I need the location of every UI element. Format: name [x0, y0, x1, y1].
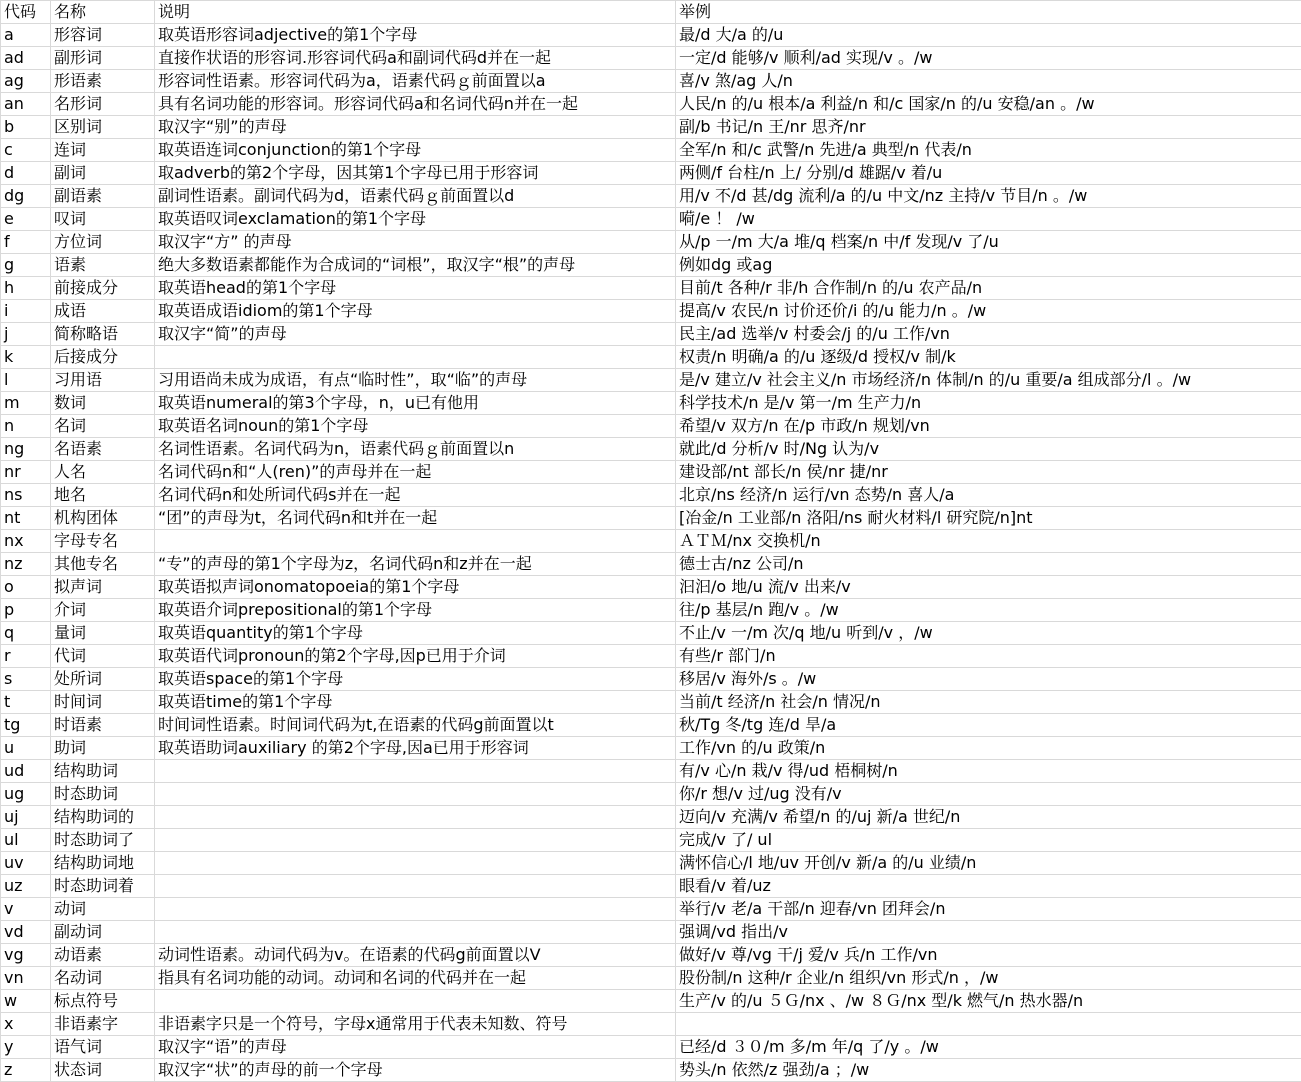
cell-example[interactable]: 建设部/nt 部长/n 侯/nr 捷/nr	[676, 461, 1301, 484]
cell-example[interactable]: 最/d 大/a 的/u	[676, 24, 1301, 47]
cell-example[interactable]: 一定/d 能够/v 顺利/ad 实现/v 。/w	[676, 47, 1301, 70]
cell-example[interactable]: 喜/v 煞/ag 人/n	[676, 70, 1301, 93]
cell-example[interactable]: 强调/vd 指出/v	[676, 921, 1301, 944]
cell-name[interactable]: 量词	[51, 622, 155, 645]
cell-name[interactable]: 动语素	[51, 944, 155, 967]
table-row	[1, 990, 1301, 1013]
table-row	[1, 852, 1301, 875]
table-row	[1, 116, 1301, 139]
table-row	[1, 369, 1301, 392]
table-row	[1, 944, 1301, 967]
table-row	[1, 921, 1301, 944]
cell-desc[interactable]: 取英语连词conjunction的第1个字母	[155, 139, 676, 162]
cell-desc[interactable]: 习用语尚未成为成语，有点“临时性”，取“临”的声母	[155, 369, 676, 392]
cell-example[interactable]: 举行/v 老/a 干部/n 迎春/vn 团拜会/n	[676, 898, 1301, 921]
cell-example[interactable]: 副/b 书记/n 王/nr 思齐/nr	[676, 116, 1301, 139]
cell-example[interactable]: 做好/v 尊/vg 干/j 爱/v 兵/n 工作/vn	[676, 944, 1301, 967]
cell-name[interactable]: 形容词	[51, 24, 155, 47]
cell-code[interactable]: o	[1, 576, 51, 599]
cell-desc[interactable]: 形容词性语素。形容词代码为a，语素代码ｇ前面置以a	[155, 70, 676, 93]
cell-code[interactable]: ng	[1, 438, 51, 461]
cell-code[interactable]: ud	[1, 760, 51, 783]
cell-example[interactable]: 当前/t 经济/n 社会/n 情况/n	[676, 691, 1301, 714]
cell-code[interactable]: n	[1, 415, 51, 438]
cell-example[interactable]: 你/r 想/v 过/ug 没有/v	[676, 783, 1301, 806]
table-row	[1, 507, 1301, 530]
cell-example[interactable]: 例如dg 或ag	[676, 254, 1301, 277]
header-name[interactable]: 名称	[51, 1, 155, 24]
cell-desc[interactable]: 指具有名词功能的动词。动词和名词的代码并在一起	[155, 967, 676, 990]
cell-desc[interactable]: 取汉字“方” 的声母	[155, 231, 676, 254]
table-body	[1, 1, 1301, 1082]
cell-name[interactable]: 人名	[51, 461, 155, 484]
cell-code[interactable]: s	[1, 668, 51, 691]
cell-example[interactable]: 权责/n 明确/a 的/u 逐级/d 授权/v 制/k	[676, 346, 1301, 369]
cell-example[interactable]: 迈向/v 充满/v 希望/n 的/uj 新/a 世纪/n	[676, 806, 1301, 829]
cell-desc[interactable]: 时间词性语素。时间词代码为t,在语素的代码g前面置以t	[155, 714, 676, 737]
cell-example[interactable]: 工作/vn 的/u 政策/n	[676, 737, 1301, 760]
table-row	[1, 300, 1301, 323]
cell-example[interactable]: 移居/v 海外/s 。/w	[676, 668, 1301, 691]
cell-example[interactable]: 已经/d ３０/m 多/m 年/q 了/y 。/w	[676, 1036, 1301, 1059]
cell-code[interactable]: tg	[1, 714, 51, 737]
table-row	[1, 461, 1301, 484]
cell-code[interactable]: d	[1, 162, 51, 185]
table-row	[1, 668, 1301, 691]
cell-name[interactable]: 副形词	[51, 47, 155, 70]
table-row	[1, 231, 1301, 254]
cell-name[interactable]: 叹词	[51, 208, 155, 231]
cell-name[interactable]: 区别词	[51, 116, 155, 139]
cell-example[interactable]: [冶金/n 工业部/n 洛阳/ns 耐火材料/l 研究院/n]nt	[676, 507, 1301, 530]
table-row	[1, 70, 1301, 93]
table-row	[1, 415, 1301, 438]
cell-name[interactable]: 代词	[51, 645, 155, 668]
cell-code[interactable]: p	[1, 599, 51, 622]
table-row	[1, 185, 1301, 208]
cell-desc[interactable]: “团”的声母为t，名词代码n和t并在一起	[155, 507, 676, 530]
table-row	[1, 967, 1301, 990]
table-row	[1, 530, 1301, 553]
table-row	[1, 875, 1301, 898]
cell-desc[interactable]: 取英语形容词adjective的第1个字母	[155, 24, 676, 47]
cell-name[interactable]: 介词	[51, 599, 155, 622]
cell-name[interactable]: 状态词	[51, 1059, 155, 1082]
table-row	[1, 1013, 1301, 1036]
header-desc[interactable]: 说明	[155, 1, 676, 24]
cell-code[interactable]: b	[1, 116, 51, 139]
cell-code[interactable]: q	[1, 622, 51, 645]
cell-name[interactable]: 拟声词	[51, 576, 155, 599]
cell-name[interactable]: 结构助词的	[51, 806, 155, 829]
cell-desc[interactable]: 名词性语素。名词代码为n，语素代码ｇ前面置以n	[155, 438, 676, 461]
cell-desc[interactable]	[155, 760, 676, 783]
cell-code[interactable]: k	[1, 346, 51, 369]
cell-desc[interactable]: 取英语time的第1个字母	[155, 691, 676, 714]
cell-name[interactable]: 习用语	[51, 369, 155, 392]
table-row	[1, 139, 1301, 162]
cell-desc[interactable]: 取英语介词prepositional的第1个字母	[155, 599, 676, 622]
cell-example[interactable]: 股份制/n 这种/r 企业/n 组织/vn 形式/n ，/w	[676, 967, 1301, 990]
cell-example[interactable]: 德士古/nz 公司/n	[676, 553, 1301, 576]
cell-desc[interactable]: 副词性语素。副词代码为d，语素代码ｇ前面置以d	[155, 185, 676, 208]
cell-desc[interactable]	[155, 990, 676, 1013]
cell-name[interactable]: 结构助词	[51, 760, 155, 783]
cell-example[interactable]: 全军/n 和/c 武警/n 先进/a 典型/n 代表/n	[676, 139, 1301, 162]
cell-example[interactable]: 汩汩/o 地/u 流/v 出来/v	[676, 576, 1301, 599]
cell-example[interactable]: 两侧/f 台柱/n 上/ 分别/d 雄踞/v 着/u	[676, 162, 1301, 185]
cell-example[interactable]: 人民/n 的/u 根本/a 利益/n 和/c 国家/n 的/u 安稳/an 。/w	[676, 93, 1301, 116]
cell-desc[interactable]	[155, 852, 676, 875]
cell-code[interactable]: u	[1, 737, 51, 760]
cell-name[interactable]: 后接成分	[51, 346, 155, 369]
cell-code[interactable]: r	[1, 645, 51, 668]
cell-desc[interactable]	[155, 783, 676, 806]
table-row	[1, 93, 1301, 116]
cell-desc[interactable]: “专”的声母的第1个字母为z，名词代码n和z并在一起	[155, 553, 676, 576]
cell-name[interactable]: 标点符号	[51, 990, 155, 1013]
table-row	[1, 553, 1301, 576]
cell-desc[interactable]	[155, 898, 676, 921]
cell-desc[interactable]	[155, 806, 676, 829]
cell-desc[interactable]: 名词代码n和处所词代码s并在一起	[155, 484, 676, 507]
cell-code[interactable]: ag	[1, 70, 51, 93]
cell-code[interactable]: t	[1, 691, 51, 714]
cell-code[interactable]: uv	[1, 852, 51, 875]
cell-code[interactable]: c	[1, 139, 51, 162]
cell-desc[interactable]: 取英语numeral的第3个字母，n，u已有他用	[155, 392, 676, 415]
table-row	[1, 484, 1301, 507]
table-row	[1, 24, 1301, 47]
cell-code[interactable]: j	[1, 323, 51, 346]
cell-desc[interactable]	[155, 875, 676, 898]
cell-code[interactable]: z	[1, 1059, 51, 1082]
cell-desc[interactable]: 取汉字“状”的声母的前一个字母	[155, 1059, 676, 1082]
cell-code[interactable]: vn	[1, 967, 51, 990]
table-row	[1, 691, 1301, 714]
header-row	[1, 1, 1301, 24]
cell-name[interactable]: 机构团体	[51, 507, 155, 530]
cell-desc[interactable]: 取英语space的第1个字母	[155, 668, 676, 691]
cell-name[interactable]: 前接成分	[51, 277, 155, 300]
cell-code[interactable]: y	[1, 1036, 51, 1059]
cell-example[interactable]: 有/v 心/n 栽/v 得/ud 梧桐树/n	[676, 760, 1301, 783]
cell-example[interactable]	[676, 1013, 1301, 1036]
cell-name[interactable]: 时态助词	[51, 783, 155, 806]
cell-code[interactable]: nx	[1, 530, 51, 553]
cell-example[interactable]: 北京/ns 经济/n 运行/vn 态势/n 喜人/a	[676, 484, 1301, 507]
cell-code[interactable]: vd	[1, 921, 51, 944]
cell-code[interactable]: nz	[1, 553, 51, 576]
cell-example[interactable]: 科学技术/n 是/v 第一/m 生产力/n	[676, 392, 1301, 415]
cell-name[interactable]: 助词	[51, 737, 155, 760]
cell-name[interactable]: 名动词	[51, 967, 155, 990]
cell-name[interactable]: 结构助词地	[51, 852, 155, 875]
cell-desc[interactable]: 取英语助词auxiliary 的第2个字母,因a已用于形容词	[155, 737, 676, 760]
cell-name[interactable]: 时语素	[51, 714, 155, 737]
cell-example[interactable]: 不止/v 一/m 次/q 地/u 听到/v ，/w	[676, 622, 1301, 645]
cell-example[interactable]: 完成/v 了/ ul	[676, 829, 1301, 852]
table-row	[1, 1059, 1301, 1082]
cell-desc[interactable]: 绝大多数语素都能作为合成词的“词根”，取汉字“根”的声母	[155, 254, 676, 277]
cell-code[interactable]: e	[1, 208, 51, 231]
cell-desc[interactable]: 取英语拟声词onomatopoeia的第1个字母	[155, 576, 676, 599]
cell-name[interactable]: 地名	[51, 484, 155, 507]
cell-name[interactable]: 形语素	[51, 70, 155, 93]
cell-name[interactable]: 名形词	[51, 93, 155, 116]
cell-example[interactable]: 嗬/e ！ /w	[676, 208, 1301, 231]
cell-desc[interactable]: 取汉字“简”的声母	[155, 323, 676, 346]
cell-name[interactable]: 非语素字	[51, 1013, 155, 1036]
cell-example[interactable]: 从/p 一/m 大/a 堆/q 档案/n 中/f 发现/v 了/u	[676, 231, 1301, 254]
cell-name[interactable]: 名词	[51, 415, 155, 438]
cell-desc[interactable]	[155, 829, 676, 852]
cell-code[interactable]: ns	[1, 484, 51, 507]
cell-example[interactable]: 秋/Tg 冬/tg 连/d 旱/a	[676, 714, 1301, 737]
cell-name[interactable]: 连词	[51, 139, 155, 162]
cell-example[interactable]: 用/v 不/d 甚/dg 流利/a 的/u 中文/nz 主持/v 节目/n 。/w	[676, 185, 1301, 208]
cell-name[interactable]: 时间词	[51, 691, 155, 714]
cell-desc[interactable]	[155, 346, 676, 369]
cell-desc[interactable]: 取汉字“别”的声母	[155, 116, 676, 139]
table-row	[1, 898, 1301, 921]
cell-code[interactable]: h	[1, 277, 51, 300]
cell-code[interactable]: nr	[1, 461, 51, 484]
cell-desc[interactable]: 非语素字只是一个符号，字母x通常用于代表未知数、符号	[155, 1013, 676, 1036]
table-row	[1, 47, 1301, 70]
cell-name[interactable]: 语素	[51, 254, 155, 277]
cell-code[interactable]: nt	[1, 507, 51, 530]
cell-desc[interactable]: 取汉字“语”的声母	[155, 1036, 676, 1059]
cell-code[interactable]: i	[1, 300, 51, 323]
cell-name[interactable]: 副动词	[51, 921, 155, 944]
cell-example[interactable]: 势头/n 依然/z 强劲/a ；/w	[676, 1059, 1301, 1082]
table-row	[1, 760, 1301, 783]
cell-example[interactable]: 有些/r 部门/n	[676, 645, 1301, 668]
cell-name[interactable]: 副词	[51, 162, 155, 185]
header-example[interactable]: 举例	[676, 1, 1301, 24]
cell-desc[interactable]: 取英语名词noun的第1个字母	[155, 415, 676, 438]
table-row	[1, 392, 1301, 415]
table-row	[1, 622, 1301, 645]
cell-code[interactable]: x	[1, 1013, 51, 1036]
table-row	[1, 208, 1301, 231]
cell-desc[interactable]	[155, 921, 676, 944]
table-row	[1, 576, 1301, 599]
cell-code[interactable]: an	[1, 93, 51, 116]
cell-example[interactable]: 目前/t 各种/r 非/h 合作制/n 的/u 农产品/n	[676, 277, 1301, 300]
cell-desc[interactable]: 名词代码n和“人(ren)”的声母并在一起	[155, 461, 676, 484]
table-row	[1, 645, 1301, 668]
cell-desc[interactable]: 取英语代词pronoun的第2个字母,因p已用于介词	[155, 645, 676, 668]
table-row	[1, 599, 1301, 622]
cell-example[interactable]: 满怀信心/l 地/uv 开创/v 新/a 的/u 业绩/n	[676, 852, 1301, 875]
cell-code[interactable]: dg	[1, 185, 51, 208]
cell-code[interactable]: v	[1, 898, 51, 921]
cell-desc[interactable]: 取英语head的第1个字母	[155, 277, 676, 300]
cell-example[interactable]: 是/v 建立/v 社会主义/n 市场经济/n 体制/n 的/u 重要/a 组成部分/l 。/w	[676, 369, 1301, 392]
cell-desc[interactable]: 取adverb的第2个字母，因其第1个字母已用于形容词	[155, 162, 676, 185]
table-row	[1, 346, 1301, 369]
cell-code[interactable]: vg	[1, 944, 51, 967]
table-row	[1, 783, 1301, 806]
table-row	[1, 737, 1301, 760]
table-row	[1, 254, 1301, 277]
cell-name[interactable]: 时态助词着	[51, 875, 155, 898]
cell-code[interactable]: a	[1, 24, 51, 47]
cell-desc[interactable]: 具有名词功能的形容词。形容词代码a和名词代码n并在一起	[155, 93, 676, 116]
cell-example[interactable]: 民主/ad 选举/v 村委会/j 的/u 工作/vn	[676, 323, 1301, 346]
cell-name[interactable]: 方位词	[51, 231, 155, 254]
cell-name[interactable]: 副语素	[51, 185, 155, 208]
cell-desc[interactable]: 取英语叹词exclamation的第1个字母	[155, 208, 676, 231]
cell-desc[interactable]: 直接作状语的形容词.形容词代码a和副词代码d并在一起	[155, 47, 676, 70]
cell-name[interactable]: 处所词	[51, 668, 155, 691]
cell-name[interactable]: 名语素	[51, 438, 155, 461]
table-row	[1, 714, 1301, 737]
cell-example[interactable]: 往/p 基层/n 跑/v 。/w	[676, 599, 1301, 622]
cell-example[interactable]: ＡＴＭ/nx 交换机/n	[676, 530, 1301, 553]
cell-code[interactable]: ug	[1, 783, 51, 806]
cell-name[interactable]: 其他专名	[51, 553, 155, 576]
cell-name[interactable]: 成语	[51, 300, 155, 323]
table-row	[1, 806, 1301, 829]
cell-desc[interactable]: 取英语成语idiom的第1个字母	[155, 300, 676, 323]
cell-name[interactable]: 简称略语	[51, 323, 155, 346]
table-row	[1, 162, 1301, 185]
header-code[interactable]: 代码	[1, 1, 51, 24]
table-row	[1, 438, 1301, 461]
cell-name[interactable]: 字母专名	[51, 530, 155, 553]
cell-desc[interactable]: 动词性语素。动词代码为v。在语素的代码g前面置以V	[155, 944, 676, 967]
cell-example[interactable]: 生产/v 的/u ５Ｇ/nx 、/w ８Ｇ/nx 型/k 燃气/n 热水器/n	[676, 990, 1301, 1013]
table-row	[1, 1036, 1301, 1059]
table-row	[1, 323, 1301, 346]
cell-name[interactable]: 动词	[51, 898, 155, 921]
cell-code[interactable]: f	[1, 231, 51, 254]
cell-example[interactable]: 希望/v 双方/n 在/p 市政/n 规划/vn	[676, 415, 1301, 438]
cell-code[interactable]: l	[1, 369, 51, 392]
cell-code[interactable]: ul	[1, 829, 51, 852]
cell-code[interactable]: m	[1, 392, 51, 415]
cell-code[interactable]: g	[1, 254, 51, 277]
cell-example[interactable]: 就此/d 分析/v 时/Ng 认为/v	[676, 438, 1301, 461]
table-row	[1, 277, 1301, 300]
cell-code[interactable]: uj	[1, 806, 51, 829]
cell-name[interactable]: 语气词	[51, 1036, 155, 1059]
cell-code[interactable]: uz	[1, 875, 51, 898]
cell-example[interactable]: 提高/v 农民/n 讨价还价/i 的/u 能力/n 。/w	[676, 300, 1301, 323]
cell-name[interactable]: 时态助词了	[51, 829, 155, 852]
cell-name[interactable]: 数词	[51, 392, 155, 415]
cell-desc[interactable]	[155, 530, 676, 553]
cell-code[interactable]: w	[1, 990, 51, 1013]
cell-example[interactable]: 眼看/v 着/uz	[676, 875, 1301, 898]
table-row	[1, 829, 1301, 852]
cell-desc[interactable]: 取英语quantity的第1个字母	[155, 622, 676, 645]
cell-code[interactable]: ad	[1, 47, 51, 70]
